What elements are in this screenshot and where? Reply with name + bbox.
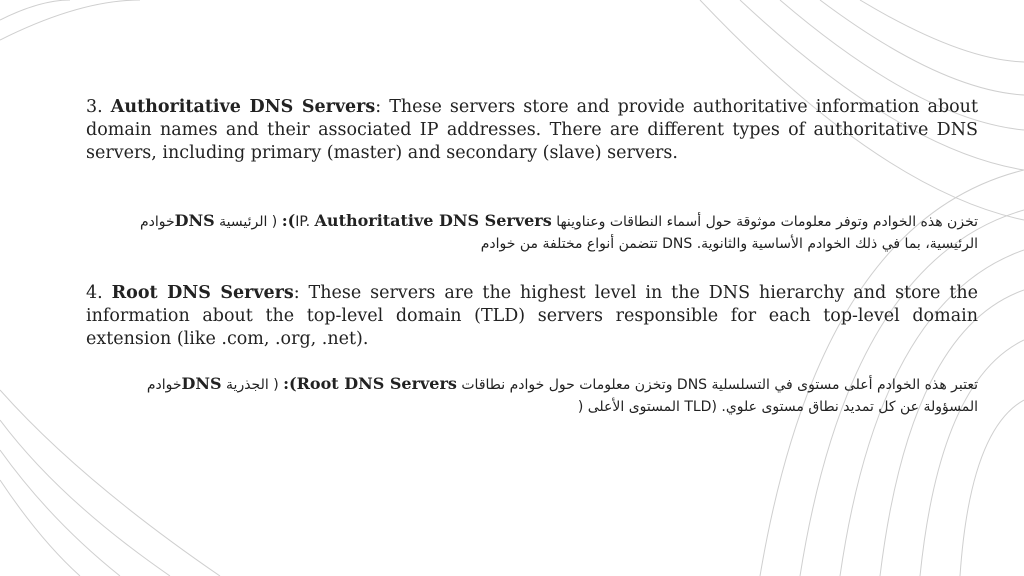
section-3-arabic-line-2: الرئيسية، بما في ذلك الخوادم الأساسية والثانوية. DNS تتضمن أنواع مختلفة من خوادم <box>480 236 978 252</box>
section-4-arabic-line-1: تعتبر هذه الخوادم أعلى مستوى في التسلسلية DNS وتخزن معلومات حول خوادم نطاقات Root DNS Servers): ( الجذرية DNSخوادم <box>146 374 978 393</box>
section-3-number: 3. <box>86 97 103 117</box>
section-3-term: Authoritative DNS Servers <box>110 97 376 117</box>
section-3-paragraph <box>86 96 978 165</box>
section-4-paragraph <box>86 282 978 351</box>
section-3-text: : These servers store and provide authoritative information about domain names and their associated IP addresses. There are different types of authoritative DNS servers, including primary (master) and secondary (slave) servers. <box>86 97 978 163</box>
section-4-number: 4. <box>86 283 103 303</box>
section-4-term: Root DNS Servers <box>111 283 294 303</box>
section-4-text: : These servers are the highest level in the DNS hierarchy and store the information about the top-level domain (TLD) servers responsible for each top-level domain extension (like .com, .org, .net). <box>86 283 978 349</box>
section-4-arabic-line-2: المسؤولة عن كل تمديد نطاق مستوى علوي. (TLD المستوى الأعلى ( <box>577 399 978 415</box>
section-4-arabic-paragraph <box>86 373 978 418</box>
section-3-arabic-paragraph <box>86 210 978 255</box>
section-3-arabic-line-1: تخزن هذه الخوادم وتوفر معلومات موثوقة حول أسماء النطاقات وعناوينها IP. Authoritative DNS Servers): ( الرئيسية DNSخوادم <box>139 211 978 230</box>
